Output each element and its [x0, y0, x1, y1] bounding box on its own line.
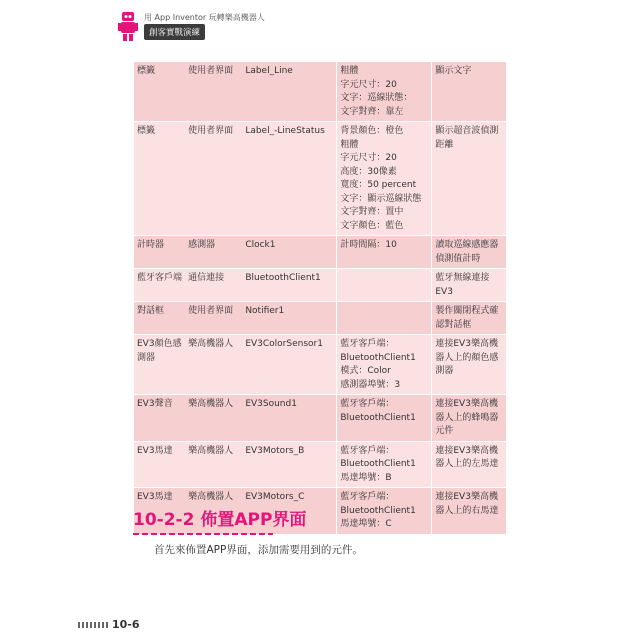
page-header: [118, 10, 538, 44]
cell-name: EV3Motors_C: [242, 488, 337, 535]
prop-line: 寬度：50 percent: [340, 180, 417, 190]
cell-props: [337, 62, 432, 122]
cell-props: [337, 395, 432, 442]
intro-text: 首先來佈置APP界面，添加需要用到的元件。: [154, 544, 363, 556]
cell-desc: 藍牙無線連接EV3: [432, 269, 506, 302]
table-row: [134, 62, 506, 122]
cell-desc: 連接EV3樂高機器人上的顏色感測器: [432, 335, 506, 395]
chapter-tag: 創客實戰演練: [144, 24, 205, 40]
cell-category: 通信連接: [185, 269, 242, 302]
cell-desc: 連接EV3樂高機器人上的左馬達: [432, 441, 506, 488]
section-title: 10-2-2 佈置APP界面: [133, 510, 307, 530]
prop-line: BluetoothClient1: [340, 412, 416, 423]
robot-icon: [118, 10, 138, 42]
cell-type: 藍牙客戶端: [134, 269, 185, 302]
prop-line: 文字對齊：靠左: [340, 106, 404, 117]
cell-desc: 製作關閉程式確認對話框: [432, 302, 506, 335]
cell-category: 樂高機器人: [185, 395, 242, 442]
prop-line: BluetoothClient1: [340, 505, 416, 516]
table-row: [134, 269, 506, 302]
cell-props: [337, 335, 432, 395]
table-row: [134, 302, 506, 335]
cell-desc: 連接EV3樂高機器人上的右馬達: [432, 488, 506, 535]
prop-line: 馬達埠號：C: [340, 519, 392, 529]
cell-category: 樂高機器人: [185, 488, 242, 535]
cell-props: [337, 302, 432, 335]
cell-type: EV3聲音: [134, 395, 185, 442]
prop-line: 高度：30像素: [340, 166, 397, 177]
prop-line: 藍牙客戶端：: [340, 445, 395, 456]
component-table: [134, 62, 506, 535]
cell-props: [337, 441, 432, 488]
cell-name: BluetoothClient1: [242, 269, 337, 302]
prop-line: 藍牙客戶端：: [340, 339, 395, 349]
table-row: [134, 236, 506, 269]
cell-category: 使用者界面: [185, 122, 242, 236]
cell-desc: 顯示文字: [432, 62, 506, 122]
cell-category: 樂高機器人: [185, 441, 242, 488]
cell-type: 計時器: [134, 236, 185, 269]
prop-line: 粗體: [340, 66, 359, 76]
table-row: [134, 395, 506, 442]
prop-line: BluetoothClient1: [340, 352, 416, 363]
cell-name: EV3Motors_B: [242, 441, 337, 488]
prop-line: 計時間隔：10: [340, 240, 397, 250]
prop-line: 字元尺寸：20: [340, 79, 397, 90]
cell-name: EV3Sound1: [242, 395, 337, 442]
cell-props: [337, 122, 432, 236]
title-underline: [133, 530, 273, 538]
cell-type: 標籤: [134, 62, 185, 122]
cell-type: EV3馬達: [134, 488, 185, 535]
cell-name: Notifier1: [242, 302, 337, 335]
cell-category: 使用者界面: [185, 302, 242, 335]
cell-category: 樂高機器人: [185, 335, 242, 395]
cell-props: [337, 269, 432, 302]
prop-line: 馬達埠號：B: [340, 472, 392, 483]
cell-category: 使用者界面: [185, 62, 242, 122]
table-row: [134, 441, 506, 488]
prop-line: 模式：Color: [340, 366, 391, 376]
cell-name: Label_-LineStatus: [242, 122, 337, 236]
table-row: [134, 335, 506, 395]
page-number: 10-6: [112, 618, 140, 631]
cell-type: 標籤: [134, 122, 185, 236]
footer-stripes: [78, 622, 108, 628]
prop-line: 背景顏色：橙色: [340, 126, 404, 136]
cell-type: 對話框: [134, 302, 185, 335]
cell-type: EV3顏色感測器: [134, 335, 185, 395]
cell-props: [337, 488, 432, 535]
cell-name: EV3ColorSensor1: [242, 335, 337, 395]
book-title: 用 App Inventor 玩轉樂高機器人: [144, 13, 265, 22]
prop-line: 藍牙客戶端：: [340, 492, 395, 502]
prop-line: 文字：顯示巡線狀態: [340, 193, 422, 204]
cell-name: Clock1: [242, 236, 337, 269]
cell-desc: 顯示超音波偵測距離: [432, 122, 506, 236]
cell-desc: 連接EV3樂高機器人上的蜂鳴器元件: [432, 395, 506, 442]
table-row: [134, 122, 506, 236]
prop-line: 感測器埠號：3: [340, 379, 401, 390]
prop-line: 藍牙客戶端：: [340, 399, 395, 409]
cell-props: [337, 236, 432, 269]
cell-name: Label_Line: [242, 62, 337, 122]
cell-category: 感測器: [185, 236, 242, 269]
prop-line: 字元尺寸：20: [340, 153, 397, 163]
prop-line: 粗體: [340, 139, 359, 150]
cell-type: EV3馬達: [134, 441, 185, 488]
prop-line: BluetoothClient1: [340, 459, 416, 469]
prop-line: 文字對齊：置中: [340, 207, 404, 217]
prop-line: 文字：巡線狀態：: [340, 93, 413, 103]
cell-desc: 讀取巡線感應器偵測值計時: [432, 236, 506, 269]
prop-line: 文字顏色：藍色: [340, 220, 404, 231]
